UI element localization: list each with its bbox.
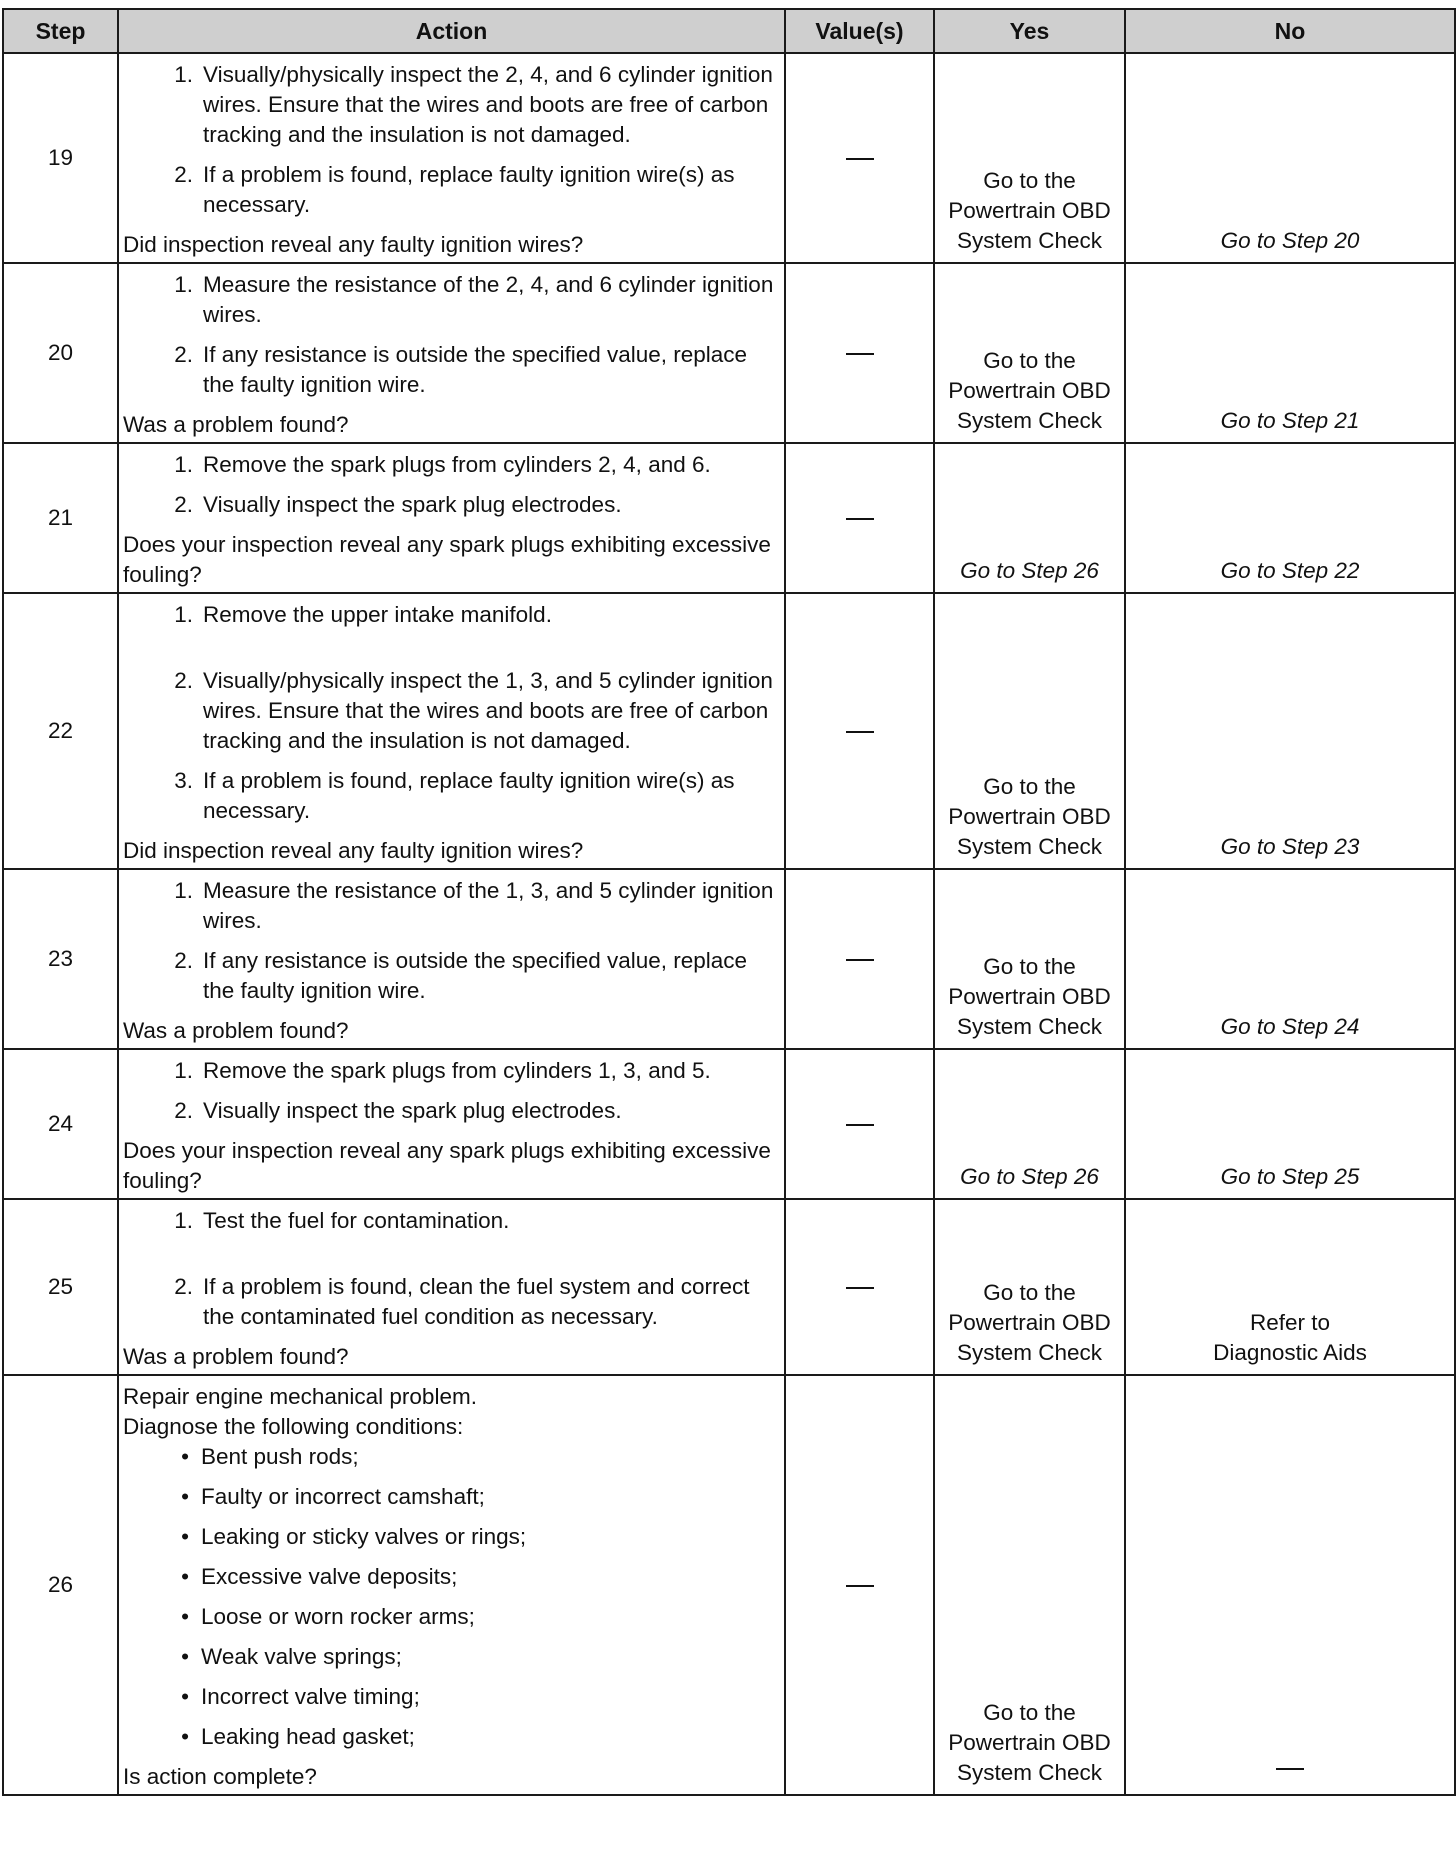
action-step-number: 1. [174, 62, 193, 87]
step-number: 25 [3, 1199, 118, 1375]
value-dash [846, 731, 874, 733]
action-step-item [123, 340, 776, 400]
header-values: Value(s) [785, 9, 934, 53]
header-row [3, 9, 1455, 53]
bullet-text: Excessive valve deposits; [201, 1564, 458, 1589]
bullet-glyph: • [181, 1684, 189, 1709]
action-step-number: 2. [174, 1274, 193, 1299]
step-number: 21 [3, 443, 118, 593]
action-step-item [123, 450, 776, 480]
bullet-text: Loose or worn rocker arms; [201, 1604, 475, 1629]
header-yes: Yes [934, 9, 1125, 53]
yes-line: Go to the [983, 1280, 1076, 1305]
action-cell [118, 1375, 785, 1795]
action-cell [118, 53, 785, 263]
header-step: Step [3, 9, 118, 53]
action-step-number: 2. [174, 668, 193, 693]
yes-line: System Check [956, 1760, 1103, 1785]
bullet-item [123, 1442, 776, 1472]
value-cell [785, 263, 934, 443]
bullet-item [123, 1522, 776, 1552]
action-step-text: Visually inspect the spark plug electrodes. [203, 492, 622, 517]
action-step-item [123, 1206, 776, 1236]
step-number: 19 [3, 53, 118, 263]
no-target: Go to Step 22 [1220, 558, 1360, 583]
value-cell [785, 593, 934, 869]
bullet-text: Incorrect valve timing; [201, 1684, 420, 1709]
value-cell [785, 1199, 934, 1375]
value-cell [785, 1049, 934, 1199]
table-row [3, 443, 1455, 593]
action-cell [118, 1199, 785, 1375]
yes-cell [934, 1199, 1125, 1375]
yes-cell [934, 1049, 1125, 1199]
action-step-item [123, 270, 776, 330]
table-row [3, 869, 1455, 1049]
yes-cell [934, 869, 1125, 1049]
value-dash [846, 1124, 874, 1126]
yes-line: Go to the [983, 954, 1076, 979]
table-row [3, 593, 1455, 869]
action-step-text: If a problem is found, replace faulty ignition wire(s) as necessary. [203, 768, 735, 823]
action-question: Was a problem found? [123, 1344, 349, 1369]
value-dash [846, 158, 874, 160]
step-number: 22 [3, 593, 118, 869]
yes-line: Powertrain OBD [948, 984, 1111, 1009]
action-step-text: Measure the resistance of the 2, 4, and 6 cylinder ignition wires. [203, 272, 774, 327]
yes-cell [934, 263, 1125, 443]
action-step-text: Remove the spark plugs from cylinders 1, 3, and 5. [203, 1058, 711, 1083]
value-dash [846, 353, 874, 355]
value-dash [846, 959, 874, 961]
no-target: Go to Step 25 [1220, 1164, 1360, 1189]
header-no: No [1125, 9, 1455, 53]
no-target: Go to Step 24 [1220, 1014, 1360, 1039]
action-step-text: Remove the upper intake manifold. [203, 602, 552, 627]
action-step-text: Remove the spark plugs from cylinders 2, 4, and 6. [203, 452, 711, 477]
no-cell [1125, 1375, 1455, 1795]
action-step-number: 1. [174, 1208, 193, 1233]
action-step-item [123, 666, 776, 756]
action-step-text: If a problem is found, replace faulty ignition wire(s) as necessary. [203, 162, 735, 217]
action-step-item [123, 490, 776, 520]
action-step-item [123, 946, 776, 1006]
action-step-number: 1. [174, 602, 193, 627]
action-question: Does your inspection reveal any spark plugs exhibiting excessive fouling? [123, 1138, 771, 1193]
bullet-item [123, 1682, 776, 1712]
action-step-number: 2. [174, 342, 193, 367]
action-step-item [123, 1272, 776, 1332]
action-step-item [123, 600, 776, 630]
no-target: Go to Step 23 [1220, 834, 1360, 859]
action-step-text: Test the fuel for contamination. [203, 1208, 510, 1233]
action-paragraph: Diagnose the following conditions: [123, 1414, 464, 1439]
bullet-glyph: • [181, 1484, 189, 1509]
no-cell [1125, 1049, 1455, 1199]
value-dash [846, 1287, 874, 1289]
action-question: Did inspection reveal any faulty ignition wires? [123, 838, 584, 863]
no-dash [1276, 1768, 1304, 1770]
yes-line: System Check [956, 408, 1103, 433]
action-step-text: Visually/physically inspect the 1, 3, and 5 cylinder ignition wires. Ensure that the wires and boots are free of carbon tracking and the insulation is not damaged. [203, 668, 773, 753]
no-cell [1125, 1199, 1455, 1375]
step-number: 24 [3, 1049, 118, 1199]
action-step-number: 2. [174, 492, 193, 517]
action-step-number: 2. [174, 948, 193, 973]
table-row [3, 53, 1455, 263]
step-number: 20 [3, 263, 118, 443]
bullet-item [123, 1562, 776, 1592]
action-step-item [123, 60, 776, 150]
action-step-text: If any resistance is outside the specified value, replace the faulty ignition wire. [203, 342, 748, 397]
table-row [3, 1375, 1455, 1795]
no-target: Go to Step 21 [1220, 408, 1360, 433]
bullet-glyph: • [181, 1524, 189, 1549]
bullet-text: Faulty or incorrect camshaft; [201, 1484, 485, 1509]
value-dash [846, 1585, 874, 1587]
table-row [3, 263, 1455, 443]
action-step-number: 1. [174, 878, 193, 903]
yes-line: Powertrain OBD [948, 1310, 1111, 1335]
yes-line: Go to Step 26 [960, 558, 1099, 583]
value-dash [846, 518, 874, 520]
action-cell [118, 443, 785, 593]
action-step-number: 1. [174, 1058, 193, 1083]
bullet-glyph: • [181, 1644, 189, 1669]
yes-line: System Check [956, 834, 1103, 859]
table-row [3, 1049, 1455, 1199]
bullet-item [123, 1642, 776, 1672]
action-step-item [123, 160, 776, 220]
yes-line: Powertrain OBD [948, 198, 1111, 223]
action-step-text: Visually/physically inspect the 2, 4, and 6 cylinder ignition wires. Ensure that the wires and boots are free of carbon tracking and the insulation is not damaged. [203, 62, 773, 147]
action-cell [118, 263, 785, 443]
action-step-item [123, 1096, 776, 1126]
no-line: Refer to [1249, 1310, 1331, 1335]
no-cell [1125, 53, 1455, 263]
action-step-number: 2. [174, 1098, 193, 1123]
yes-cell [934, 1375, 1125, 1795]
value-cell [785, 53, 934, 263]
no-cell [1125, 593, 1455, 869]
yes-line: Go to Step 26 [960, 1164, 1099, 1189]
action-question: Is action complete? [123, 1764, 317, 1789]
yes-cell [934, 593, 1125, 869]
bullet-glyph: • [181, 1444, 189, 1469]
table-row [3, 1199, 1455, 1375]
action-question: Does your inspection reveal any spark plugs exhibiting excessive fouling? [123, 532, 771, 587]
action-step-text: Visually inspect the spark plug electrodes. [203, 1098, 622, 1123]
bullet-text: Bent push rods; [201, 1444, 359, 1469]
yes-line: System Check [956, 1014, 1103, 1039]
bullet-glyph: • [181, 1604, 189, 1629]
yes-line: Powertrain OBD [948, 1730, 1111, 1755]
action-question: Did inspection reveal any faulty ignition wires? [123, 232, 584, 257]
bullet-item [123, 1722, 776, 1752]
yes-line: System Check [956, 1340, 1103, 1365]
action-step-number: 1. [174, 452, 193, 477]
action-step-text: Measure the resistance of the 1, 3, and 5 cylinder ignition wires. [203, 878, 774, 933]
action-paragraph: Repair engine mechanical problem. [123, 1384, 477, 1409]
action-cell [118, 593, 785, 869]
no-target: Go to Step 20 [1220, 228, 1360, 253]
yes-cell [934, 443, 1125, 593]
action-step-number: 1. [174, 272, 193, 297]
action-step-text: If a problem is found, clean the fuel system and correct the contaminated fuel condition as necessary. [203, 1274, 750, 1329]
action-cell [118, 869, 785, 1049]
action-cell [118, 1049, 785, 1199]
yes-line: Go to the [983, 168, 1076, 193]
action-step-item [123, 1056, 776, 1086]
yes-line: Go to the [983, 1700, 1076, 1725]
header-action: Action [118, 9, 785, 53]
action-step-item [123, 876, 776, 936]
action-question: Was a problem found? [123, 412, 349, 437]
bullet-item [123, 1602, 776, 1632]
no-line: Diagnostic Aids [1213, 1340, 1367, 1365]
bullet-glyph: • [181, 1564, 189, 1589]
yes-line: Powertrain OBD [948, 804, 1111, 829]
bullet-text: Leaking or sticky valves or rings; [201, 1524, 527, 1549]
value-cell [785, 443, 934, 593]
no-cell [1125, 443, 1455, 593]
action-step-text: If any resistance is outside the specified value, replace the faulty ignition wire. [203, 948, 748, 1003]
action-step-number: 3. [174, 768, 193, 793]
action-question: Was a problem found? [123, 1018, 349, 1043]
diagnostic-table [2, 8, 1456, 1796]
yes-line: Go to the [983, 348, 1076, 373]
action-step-item [123, 766, 776, 826]
bullet-item [123, 1482, 776, 1512]
value-cell [785, 1375, 934, 1795]
step-number: 23 [3, 869, 118, 1049]
yes-line: Powertrain OBD [948, 378, 1111, 403]
bullet-text: Weak valve springs; [201, 1644, 402, 1669]
bullet-glyph: • [181, 1724, 189, 1749]
action-step-number: 2. [174, 162, 193, 187]
yes-line: System Check [956, 228, 1103, 253]
yes-line: Go to the [983, 774, 1076, 799]
no-cell [1125, 869, 1455, 1049]
no-cell [1125, 263, 1455, 443]
bullet-text: Leaking head gasket; [201, 1724, 415, 1749]
yes-cell [934, 53, 1125, 263]
step-number: 26 [3, 1375, 118, 1795]
value-cell [785, 869, 934, 1049]
